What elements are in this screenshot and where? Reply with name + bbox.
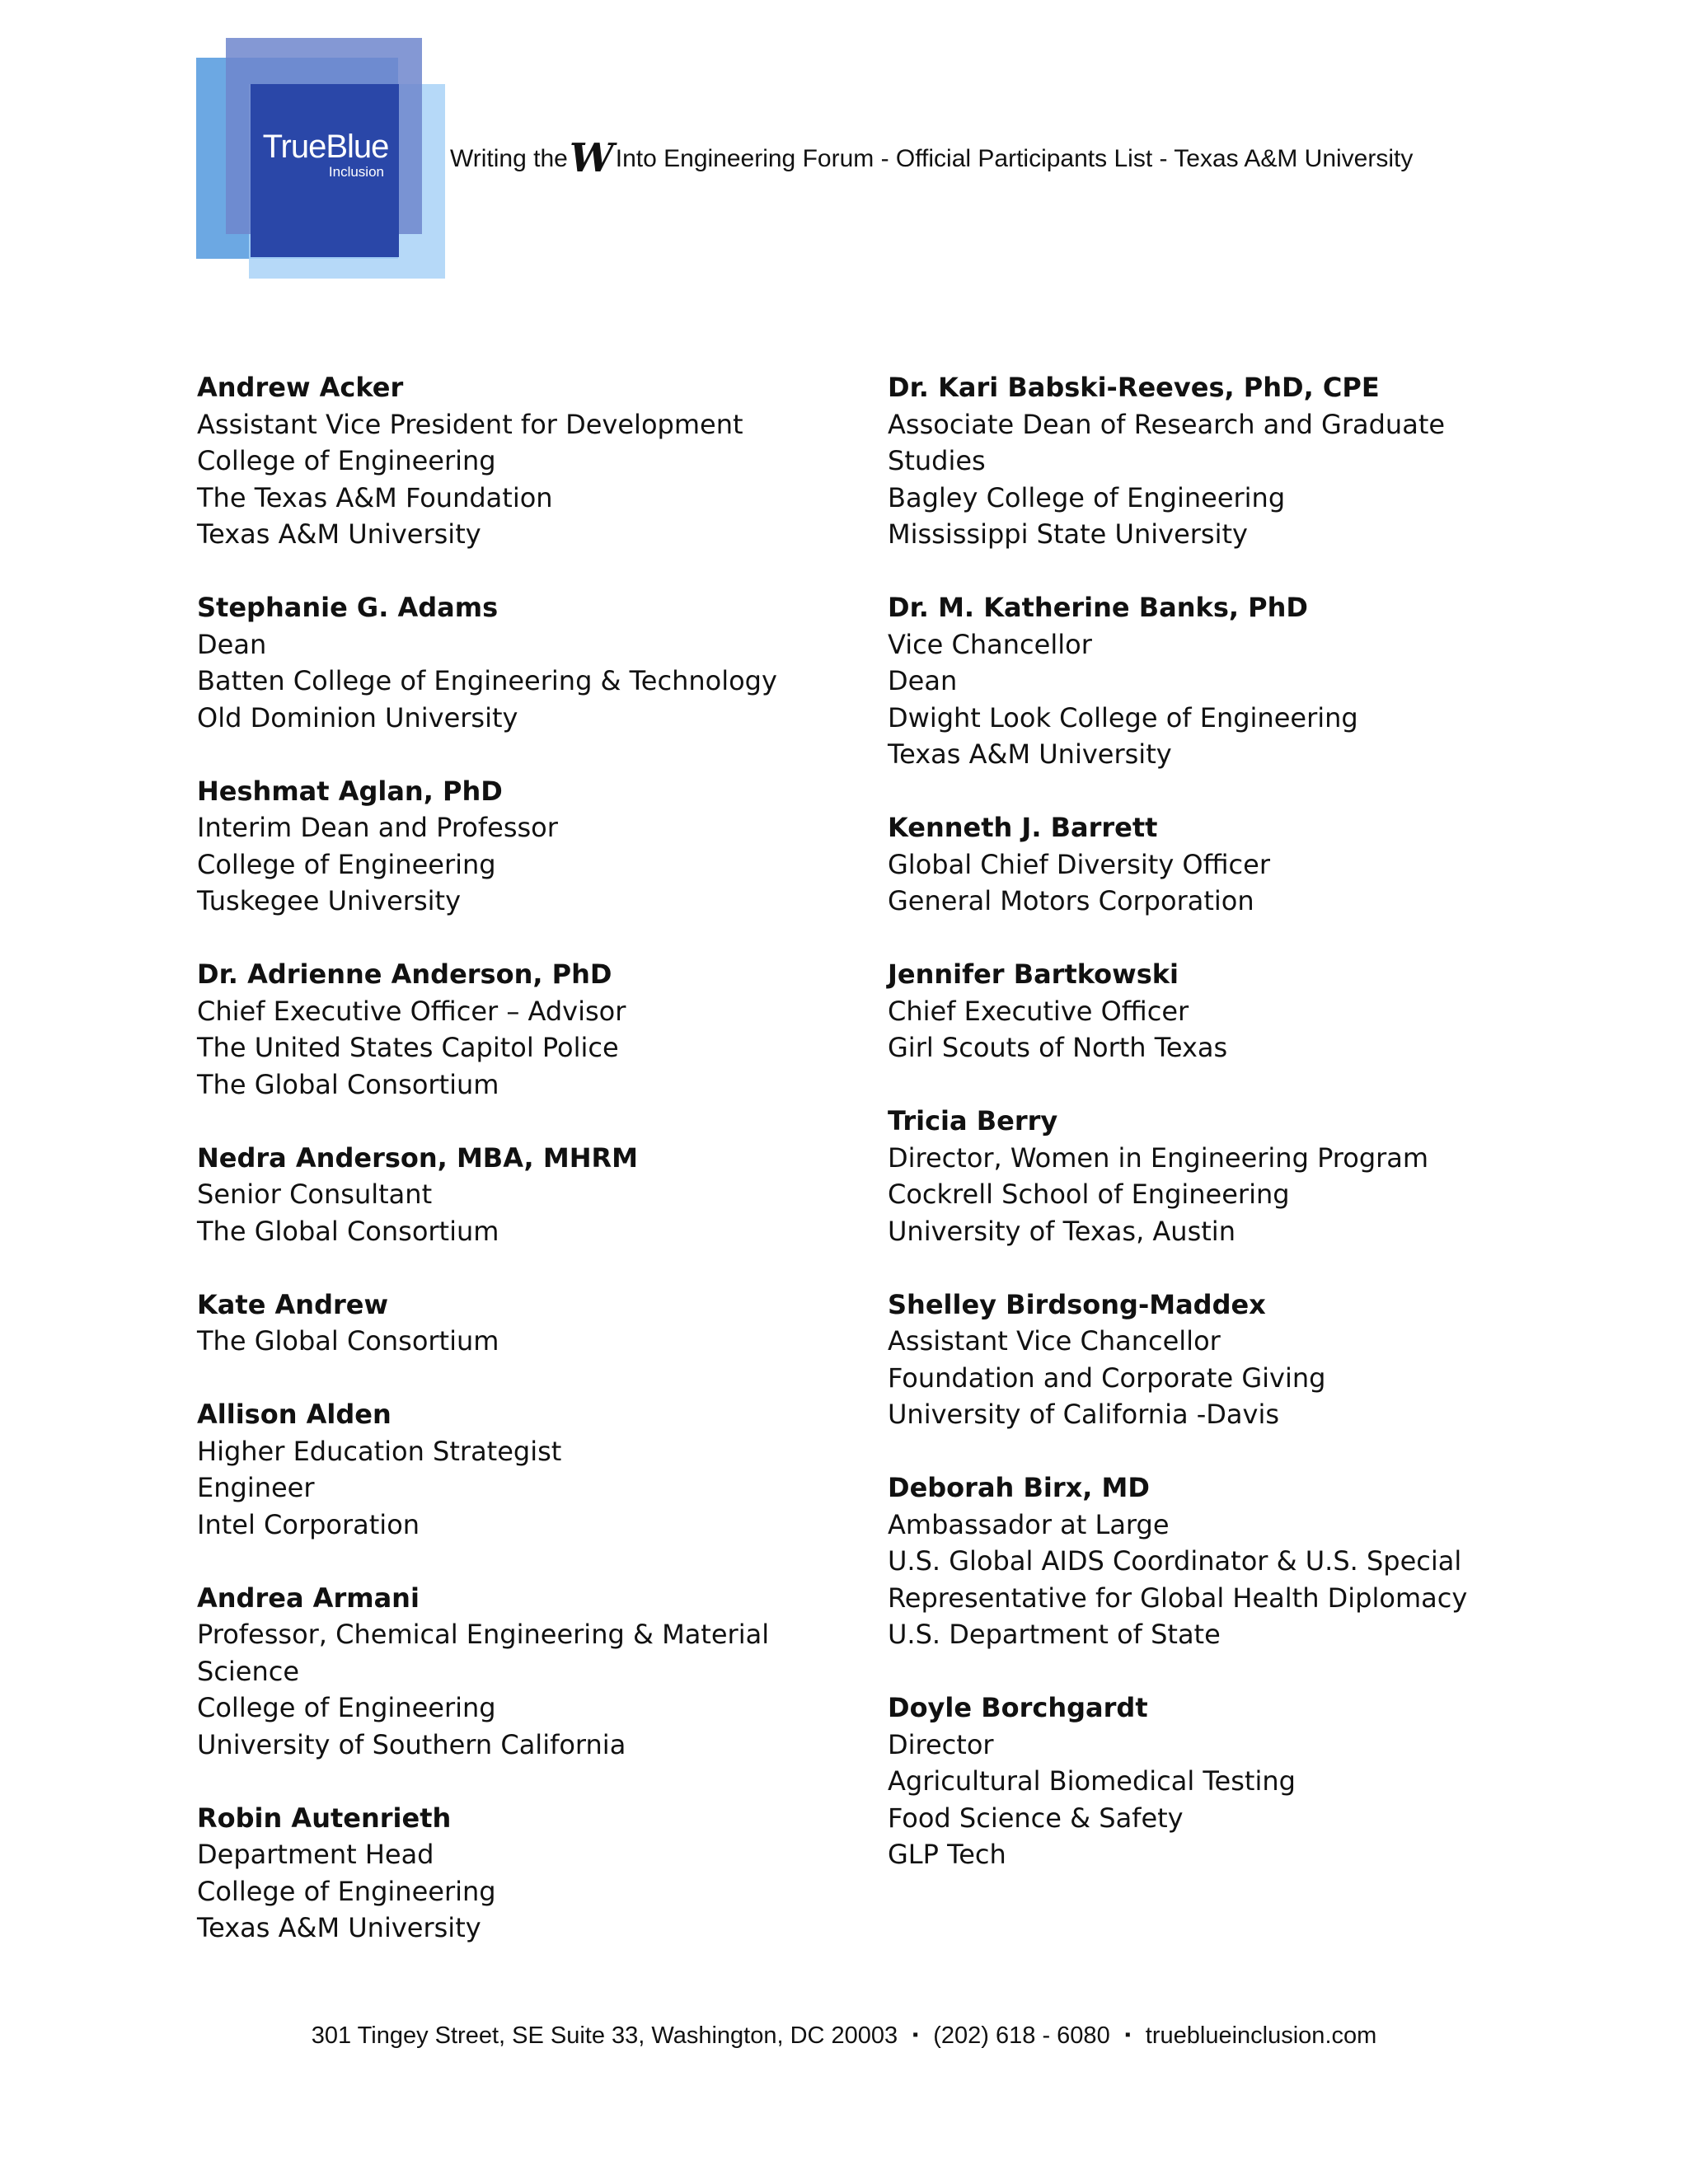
participant-detail: Texas A&M University: [888, 738, 1172, 770]
participant-detail: College of Engineering: [197, 445, 496, 476]
participant-detail: Director, Women in Engineering Program: [888, 1141, 1429, 1174]
participant-entry: [197, 956, 873, 1103]
footer-address: 301 Tingey Street, SE Suite 33, Washington, DC 20003: [311, 2022, 898, 2049]
participant-entry: [197, 1580, 873, 1764]
participant-detail: The Global Consortium: [197, 1325, 499, 1357]
participants-right-column: [888, 369, 1564, 1910]
participant-detail: Tuskegee University: [197, 885, 461, 916]
footer-separator: ▪: [1124, 2026, 1131, 2044]
participant-detail: College of Engineering: [197, 1692, 496, 1723]
participant-detail: U.S. Global AIDS Coordinator & U.S. Special: [888, 1545, 1462, 1577]
participant-entry: [197, 589, 873, 736]
participant-name: Heshmat Aglan, PhD: [197, 775, 503, 807]
participant-detail: Science: [197, 1655, 300, 1687]
participant-entry: [197, 773, 873, 920]
participant-detail: University of Southern California: [197, 1728, 626, 1760]
participants-left-column: [197, 369, 873, 1983]
participant-detail: Mississippi State University: [888, 518, 1248, 550]
participant-detail: Old Dominion University: [197, 701, 518, 733]
participant-entry: [888, 1469, 1564, 1653]
participant-detail: Foundation and Corporate Giving: [888, 1361, 1326, 1394]
participant-entry: [888, 589, 1564, 773]
participant-detail: Engineer: [197, 1472, 315, 1503]
logo-brand-sub: Inclusion: [328, 164, 384, 180]
participant-detail: Girl Scouts of North Texas: [888, 1032, 1228, 1063]
participant-entry: [197, 1396, 873, 1543]
participant-detail: Representative for Global Health Diplomacy: [888, 1582, 1468, 1614]
participant-name: Allison Alden: [197, 1399, 392, 1430]
participant-detail: Chief Executive Officer – Advisor: [197, 995, 626, 1027]
participant-detail: Agricultural Biomedical Testing: [888, 1765, 1296, 1797]
logo-text: [256, 129, 396, 180]
participant-detail: Bagley College of Engineering: [888, 481, 1286, 513]
participant-entry: [197, 1140, 873, 1250]
page-footer: [0, 2022, 1688, 2050]
participant-entry: [888, 1286, 1564, 1433]
participant-detail: Associate Dean of Research and Graduate: [888, 408, 1446, 440]
footer-website: trueblueinclusion.com: [1145, 2022, 1377, 2049]
participant-detail: The United States Capitol Police: [197, 1032, 619, 1063]
participant-detail: College of Engineering: [197, 1875, 496, 1907]
participant-detail: General Motors Corporation: [888, 885, 1254, 916]
participant-detail: College of Engineering: [197, 848, 496, 880]
participant-detail: Dean: [888, 665, 958, 696]
participant-detail: University of Texas, Austin: [888, 1215, 1236, 1247]
participant-detail: University of California -Davis: [888, 1399, 1280, 1430]
title-w-logo: W: [569, 135, 614, 181]
title-suffix: Into Engineering Forum - Official Participants List - Texas A&M University: [615, 145, 1414, 172]
participant-name: Kenneth J. Barrett: [888, 812, 1158, 843]
participant-detail: Interim Dean and Professor: [197, 812, 558, 843]
participant-entry: [888, 369, 1564, 553]
participant-entry: [888, 956, 1564, 1066]
participant-detail: Chief Executive Officer: [888, 995, 1189, 1027]
participant-detail: Texas A&M University: [197, 1912, 481, 1943]
participant-detail: Dwight Look College of Engineering: [888, 701, 1358, 733]
participant-name: Tricia Berry: [888, 1105, 1058, 1137]
participant-entry: [197, 1286, 873, 1360]
participant-detail: Global Chief Diversity Officer: [888, 848, 1270, 880]
participant-entry: [888, 1103, 1564, 1249]
participant-detail: Texas A&M University: [197, 518, 481, 550]
participant-name: Robin Autenrieth: [197, 1802, 452, 1834]
trueblue-logo: [196, 38, 445, 279]
participant-detail: Director: [888, 1728, 994, 1760]
participant-detail: Ambassador at Large: [888, 1508, 1170, 1540]
participant-detail: Senior Consultant: [197, 1179, 433, 1210]
participant-name: Deborah Birx, MD: [888, 1472, 1150, 1503]
participant-detail: Intel Corporation: [197, 1508, 420, 1540]
participant-name: Kate Andrew: [197, 1288, 389, 1320]
participant-detail: Vice Chancellor: [888, 628, 1092, 660]
participant-detail: The Global Consortium: [197, 1068, 499, 1100]
participant-name: Dr. Kari Babski-Reeves, PhD, CPE: [888, 372, 1380, 403]
participant-name: Andrea Armani: [197, 1582, 420, 1614]
participant-detail: Studies: [888, 445, 986, 476]
participant-detail: Food Science & Safety: [888, 1802, 1184, 1834]
title-prefix: Writing the: [450, 145, 568, 172]
participant-name: Jennifer Bartkowski: [888, 958, 1179, 990]
participant-entry: [888, 809, 1564, 920]
participant-detail: Dean: [197, 628, 267, 660]
participant-entry: [888, 1690, 1564, 1873]
participant-entry: [197, 369, 873, 553]
participant-name: Stephanie G. Adams: [197, 592, 499, 623]
logo-brand-name: TrueBlue: [262, 129, 389, 165]
participant-name: Doyle Borchgardt: [888, 1692, 1148, 1723]
page-title: [450, 135, 1413, 181]
participant-detail: U.S. Department of State: [888, 1619, 1221, 1650]
participant-detail: Professor, Chemical Engineering & Material: [197, 1619, 770, 1650]
participant-name: Andrew Acker: [197, 372, 404, 403]
participant-detail: Cockrell School of Engineering: [888, 1179, 1290, 1210]
participant-detail: The Global Consortium: [197, 1215, 499, 1247]
participant-name: Dr. Adrienne Anderson, PhD: [197, 958, 612, 990]
participant-detail: Department Head: [197, 1839, 434, 1870]
participant-name: Nedra Anderson, MBA, MHRM: [197, 1141, 638, 1174]
participant-detail: Assistant Vice Chancellor: [888, 1325, 1221, 1357]
participant-name: Shelley Birdsong-Maddex: [888, 1288, 1266, 1320]
participant-detail: Higher Education Strategist: [197, 1435, 562, 1467]
footer-phone: (202) 618 - 6080: [933, 2022, 1110, 2049]
participant-detail: The Texas A&M Foundation: [197, 481, 553, 513]
participant-name: Dr. M. Katherine Banks, PhD: [888, 592, 1308, 623]
footer-separator: ▪: [912, 2026, 919, 2044]
participant-detail: Batten College of Engineering & Technology: [197, 665, 777, 696]
participant-entry: [197, 1800, 873, 1947]
participant-detail: GLP Tech: [888, 1839, 1006, 1870]
participant-detail: Assistant Vice President for Development: [197, 408, 743, 440]
